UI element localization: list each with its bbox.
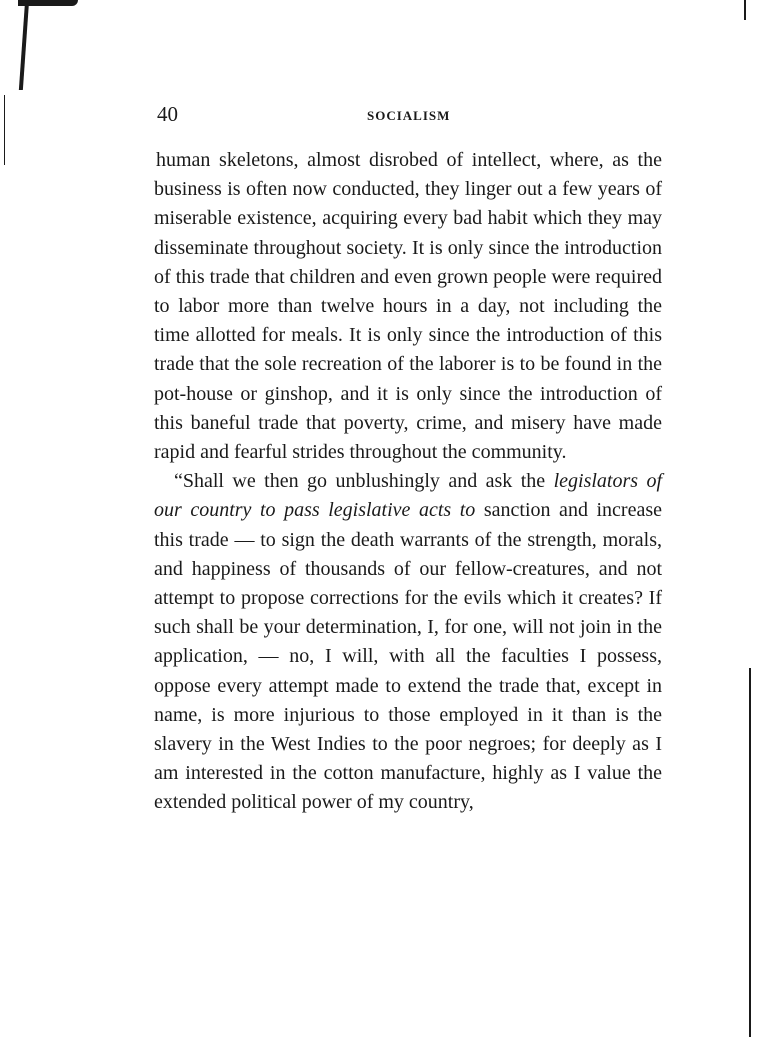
paragraph-2-italic: legislators of our country to pass legislative acts to	[154, 470, 663, 522]
scan-edge-line-right-bottom	[749, 668, 751, 1037]
scan-edge-mark-top-left-flare	[18, 0, 78, 6]
page-header	[157, 100, 662, 130]
page-number: 40	[157, 102, 178, 126]
body-text	[154, 146, 662, 818]
paragraph	[154, 467, 662, 817]
paragraph-2-start: “Shall we then go unblushingly and ask the	[174, 470, 546, 493]
scan-edge-line-left	[4, 95, 5, 165]
paragraph: human skeletons, almost disrobed of intellect, where, as the business is often now conducted, they linger out a few years of miserable existence, acquiring every bad habit which they may disseminate throughout society. It is only since the introduction of this trade that children and even grown people were required to labor more than twelve hours in a day, not including the time allotted for meals. It is only since the introduction of this trade that the sole recreation of the laborer is to be found in the pot-house or ginshop, and it is only since the introduction of this baneful trade that poverty, crime, and misery have made rapid and fearful strides throughout the community.	[154, 149, 662, 464]
scan-edge-mark-top-left	[19, 0, 29, 90]
paragraph-2-rest: sanction and increase this trade — to sign the death warrants of the strength, morals, and happiness of thousands of our fellow-creatures, and not attempt to propose corrections for the evils which it creates? If such shall be your determination, I, for one, will not join in the application, — no, I will, with all the faculties I possess, oppose every attempt made to extend the trade that, except in name, is more injurious to those employed in it than is the slavery in the West Indies to the poor negroes; for deeply as I am interested in the cotton manufacture, highly as I value the extended political power of my country,	[154, 499, 662, 814]
scan-edge-line-right-top	[744, 0, 746, 20]
running-head: SOCIALISM	[367, 108, 451, 123]
